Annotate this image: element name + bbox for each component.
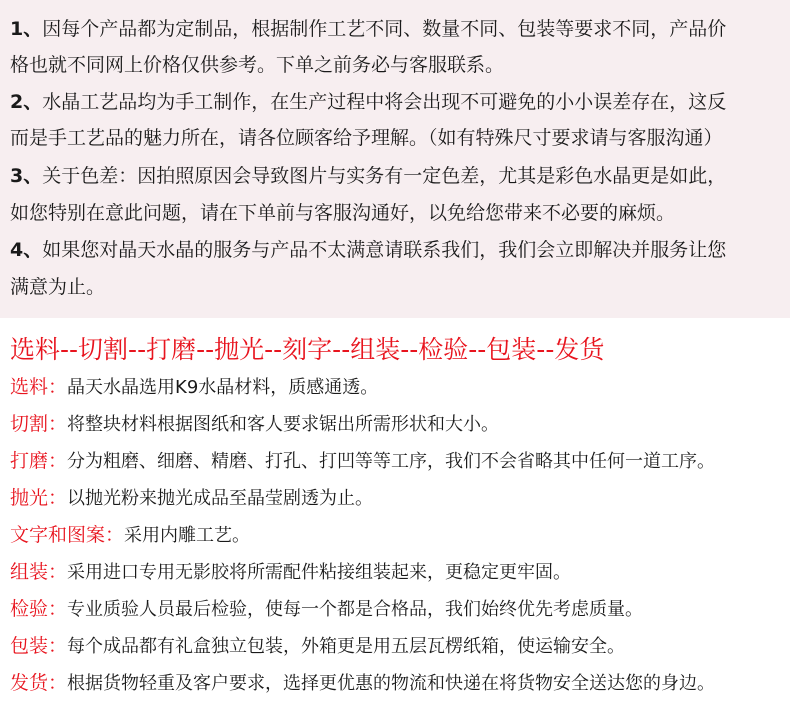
step-row-packaging <box>10 634 625 659</box>
step-text: 以抛光粉来抛光成品至晶莹剧透为止。 <box>67 488 374 509</box>
notice-panel <box>0 0 790 318</box>
step-label: 包装： <box>10 635 68 657</box>
notice-item-4-line-1 <box>10 238 726 262</box>
step-row-assembly <box>10 560 571 585</box>
notice-item-2-text: 水晶工艺品均为手工制作，在生产过程中将会出现不可避免的小小误差存在，这反 <box>42 91 727 113</box>
step-label: 抛光： <box>10 487 68 509</box>
step-label: 文字和图案： <box>10 524 125 546</box>
step-text: 专业质验人员最后检验，使每一个都是合格品，我们始终优先考虑质量。 <box>67 599 644 620</box>
step-row-engraving <box>10 523 250 548</box>
step-label: 发货： <box>10 672 68 694</box>
step-text: 每个成品都有礼盒独立包装，外箱更是用五层瓦楞纸箱，使运输安全。 <box>67 636 626 657</box>
step-text: 根据货物轻重及客户要求，选择更优惠的物流和快递在将货物安全送达您的身边。 <box>67 673 716 694</box>
notice-item-3-number: 3、 <box>10 165 43 187</box>
notice-item-4-line-2: 满意为止。 <box>10 276 106 298</box>
step-label: 检验： <box>10 598 68 620</box>
notice-item-2-line-2: 而是手工艺品的魅力所在，请各位顾客给予理解。（如有特殊尺寸要求请与客服沟通） <box>10 127 723 149</box>
step-text: 分为粗磨、细磨、精磨、打孔、打凹等等工序，我们不会省略其中任何一道工序。 <box>67 451 716 472</box>
notice-item-4-text: 如果您对晶天水晶的服务与产品不太满意请联系我们，我们会立即解决并服务让您 <box>42 239 727 261</box>
notice-item-2-line-1 <box>10 90 726 114</box>
notice-item-1-text: 因每个产品都为定制品，根据制作工艺不同、数量不同、包装等要求不同，产品价 <box>42 18 727 40</box>
step-label: 组装： <box>10 561 68 583</box>
step-label: 切割： <box>10 413 68 435</box>
step-row-cutting <box>10 412 499 437</box>
step-row-shipping <box>10 671 715 696</box>
step-text: 将整块材料根据图纸和客人要求锯出所需形状和大小。 <box>67 414 500 435</box>
step-text: 晶天水晶选用K9水晶材料，质感通透。 <box>67 377 379 398</box>
step-row-material <box>10 375 378 400</box>
notice-item-3-text: 关于色差：因拍照原因会导致图片与实务有一定色差，尤其是彩色水晶更是如此， <box>42 165 727 187</box>
step-row-inspection <box>10 597 643 622</box>
notice-item-1-line-2: 格也就不同网上价格仅供参考。下单之前务必与客服联系。 <box>10 54 505 76</box>
notice-item-2-number: 2、 <box>10 91 43 113</box>
step-row-polishing <box>10 486 373 511</box>
notice-item-3-line-1 <box>10 164 726 188</box>
step-label: 打磨： <box>10 450 68 472</box>
notice-item-1-line-1 <box>10 17 726 41</box>
process-title: 选料--切割--打磨--抛光--刻字--组装--检验--包装--发货 <box>10 335 605 364</box>
step-text: 采用进口专用无影胶将所需配件粘接组装起来，更稳定更牢固。 <box>67 562 572 583</box>
step-text: 采用内雕工艺。 <box>124 525 251 546</box>
notice-item-1-number: 1、 <box>10 18 43 40</box>
step-label: 选料： <box>10 376 68 398</box>
notice-item-4-number: 4、 <box>10 239 43 261</box>
step-row-grinding <box>10 449 715 474</box>
notice-item-3-line-2: 如您特别在意此问题，请在下单前与客服沟通好，以免给您带来不必要的麻烦。 <box>10 202 676 224</box>
